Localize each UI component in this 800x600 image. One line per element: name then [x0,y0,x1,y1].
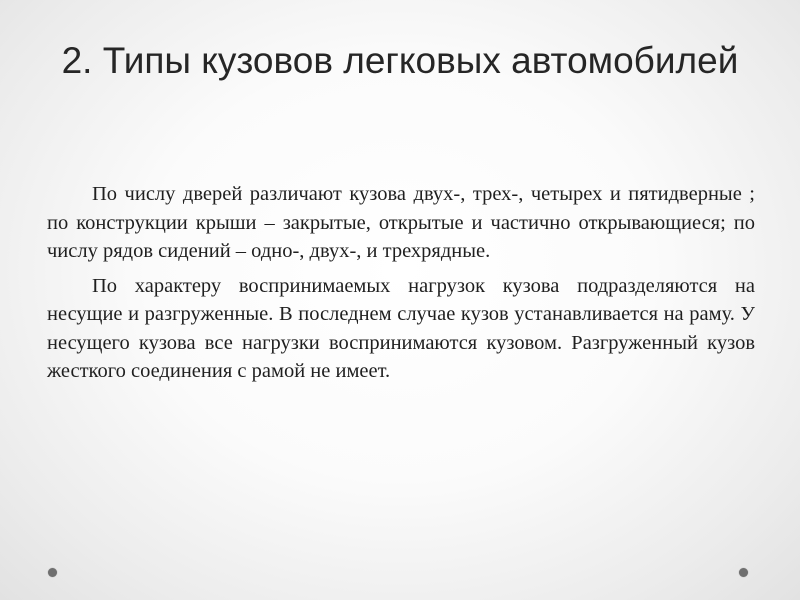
paragraph-doors-roof-seats: По числу дверей различают кузова двух-, трех-, четырех и пятидверные ; по конструкции крыши – закрытые, открытые и частично открывающиеся; по числу рядов сидений – одно-, двух-, и трехрядные. [47,183,755,262]
paragraph-load-bearing: По характеру воспринимаемых нагрузок кузова подразделяются на несущие и разгруженные. В последнем случае кузов устанавливается на раму. У несущего кузова все нагрузки воспринимаются кузовом. Разгруженный кузов жесткого соединения с рамой не имеет. [47,274,755,382]
slide-title: 2. Типы кузовов легковых автомобилей [61,40,739,81]
slide-body [47,180,755,392]
left-bullet-dot-icon [48,568,57,577]
right-bullet-dot-icon [739,568,748,577]
